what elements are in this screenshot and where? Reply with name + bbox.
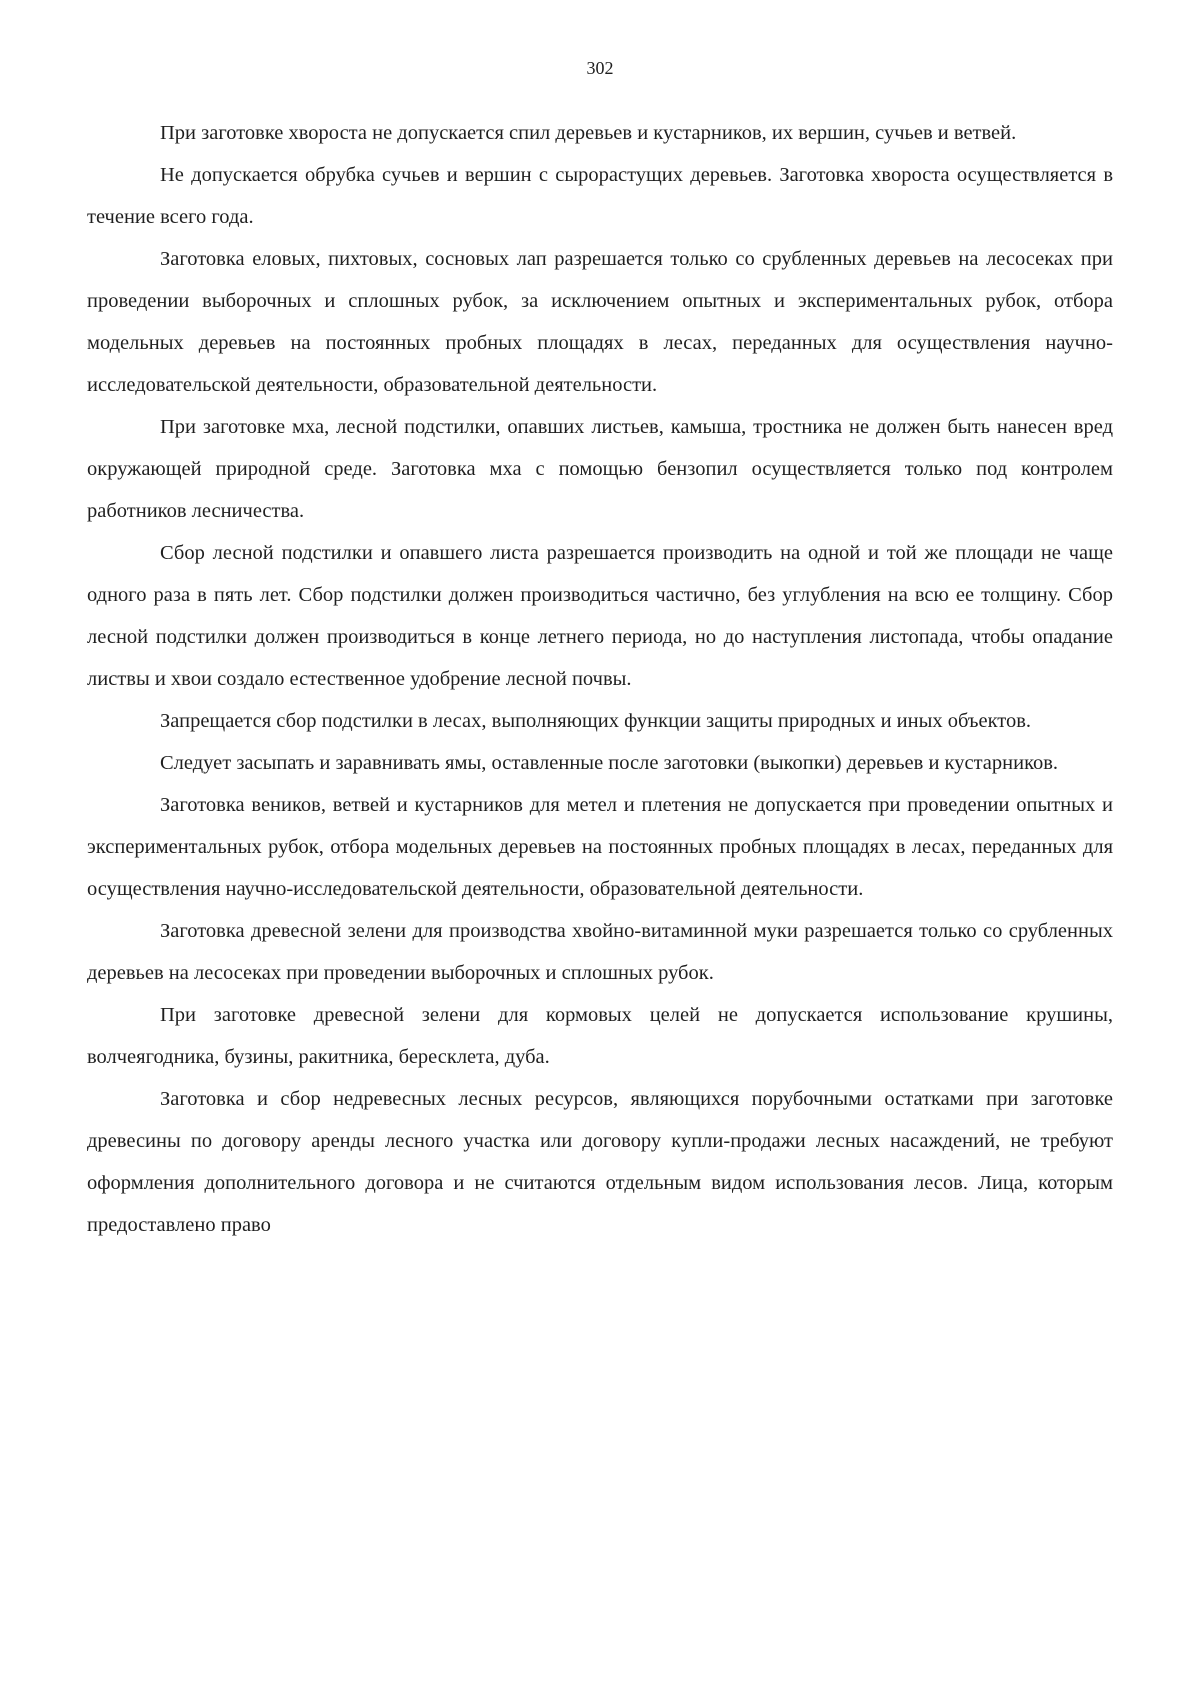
paragraph: Запрещается сбор подстилки в лесах, выполняющих функции защиты природных и иных объектов. bbox=[160, 710, 1032, 732]
paragraph: Заготовка еловых, пихтовых, сосновых лап разрешается только со срубленных деревьев на лесосеках при проведении выборочных и сплошных рубок, за исключением опытных и экспериментальных рубок, отбора модельных деревьев на постоянных пробных площадях в лесах, переданных для осуществления научно-исследовательской деятельности, образовательной деятельности. bbox=[87, 248, 1113, 396]
paragraph: При заготовке мха, лесной подстилки, опавших листьев, камыша, тростника не должен быть нанесен вред окружающей природной среде. Заготовка мха с помощью бензопил осуществляется только под контролем работников лесничества. bbox=[87, 416, 1113, 522]
paragraph: Сбор лесной подстилки и опавшего листа разрешается производить на одной и той же площади не чаще одного раза в пять лет. Сбор подстилки должен производиться частично, без углубления на всю ее толщину. Сбор лесной подстилки должен производиться в конце летнего периода, но до наступления листопада, чтобы опадание листвы и хвои создало естественное удобрение лесной почвы. bbox=[87, 542, 1113, 690]
paragraph: Следует засыпать и заравнивать ямы, оставленные после заготовки (выкопки) деревьев и кустарников. bbox=[160, 752, 1059, 774]
paragraph: Заготовка и сбор недревесных лесных ресурсов, являющихся порубочными остатками при заготовке древесины по договору аренды лесного участка или договору купли-продажи лесных насаждений, не требуют оформления дополнительного договора и не считаются отдельным видом использования лесов. Лица, которым предоставлено право bbox=[87, 1088, 1113, 1236]
paragraph: При заготовке хвороста не допускается спил деревьев и кустарников, их вершин, сучьев и ветвей. bbox=[160, 122, 1017, 144]
page-number: 302 bbox=[586, 58, 614, 78]
paragraph: При заготовке древесной зелени для кормовых целей не допускается использование крушины, волчеягодника, бузины, ракитника, бересклета, дуба. bbox=[87, 1004, 1113, 1068]
paragraph: Заготовка древесной зелени для производства хвойно-витаминной муки разрешается только со срубленных деревьев на лесосеках при проведении выборочных и сплошных рубок. bbox=[87, 920, 1113, 984]
paragraph: Не допускается обрубка сучьев и вершин с сырорастущих деревьев. Заготовка хвороста осуществляется в течение всего года. bbox=[87, 164, 1113, 228]
paragraph: Заготовка веников, ветвей и кустарников для метел и плетения не допускается при проведении опытных и экспериментальных рубок, отбора модельных деревьев на постоянных пробных площадях в лесах, переданных для осуществления научно-исследовательской деятельности, образовательной деятельности. bbox=[87, 794, 1113, 900]
body-text bbox=[87, 112, 1113, 1246]
